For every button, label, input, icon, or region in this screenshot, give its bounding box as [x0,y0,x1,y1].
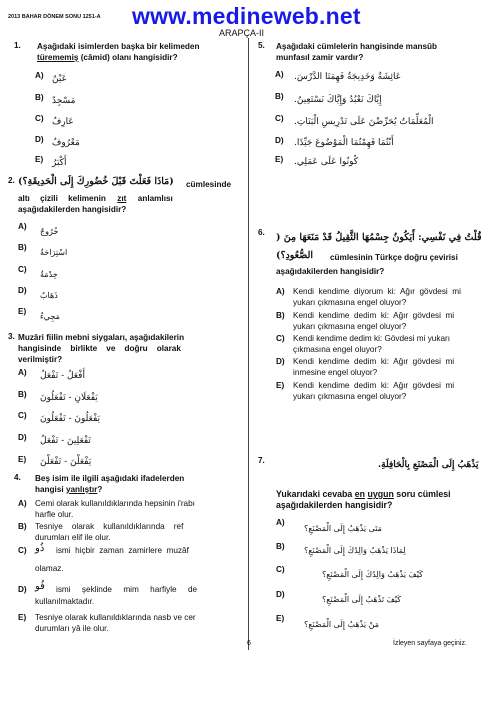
q3-number: 3. [8,332,15,341]
q2-option-c[interactable] [18,265,27,276]
q7-option-b[interactable] [276,542,285,553]
q1-option-b-text: مَسْجِدٌ [52,96,76,106]
site-watermark[interactable]: www.medineweb.net [132,3,361,29]
q6-option-a-line2: yukarı çıkmasına engel oluyor? [293,297,407,307]
q2-option-d[interactable] [18,286,27,297]
q6-option-e-line1: Kendi kendime dedim ki: Ağır gövdesi mi [293,381,455,390]
option-letter: E) [18,613,27,622]
q6-option-d[interactable] [276,357,491,377]
q5-option-c-text: الْمُعَلِّمَاتُ يُحَرِّضْنَ عَلَى تَدْرِيسِ الْبَنَاتِ. [294,117,434,127]
q5-option-e[interactable] [275,155,283,166]
option-letter: E) [276,614,285,623]
q4-number: 4. [14,473,21,482]
option-letter: A) [35,71,44,80]
q3-option-c-text: يَفْعَلُونَ - تَفْعَلُونَ [40,414,101,424]
q7-stem-underline-en: en [354,489,366,499]
q1-option-a-text: عَيْنٌ [52,74,67,84]
q6-number: 6. [258,228,265,237]
q4-stem [35,473,245,495]
q6-option-c-line1: Kendi kendime dedim ki: Gövdesi mi yukarı [293,334,450,343]
q5-option-c[interactable] [275,114,284,125]
option-letter: D) [35,135,44,144]
exam-label: 2013 BAHAR DÖNEM SONU 1251-A [8,14,101,20]
q6-option-c[interactable] [276,334,491,354]
q2-stem-c: aşağıdakilerden hangisidir? [18,205,127,214]
q7-stem-a1: Yukarıdaki cevaba [276,489,355,499]
q7-option-a-text: مَتَى يَذْهَبُ إِلَى الْمَصْنَعِ؟ [304,524,382,533]
option-letter: C) [275,114,284,123]
q4-option-d-arabic: فُو [35,581,45,592]
option-letter: C) [35,114,44,123]
q1-option-a[interactable] [35,71,44,82]
option-letter: C) [18,546,27,555]
option-letter: A) [276,287,285,296]
q6-option-e-line2: yukarı çıkmasına engel oluyor? [293,391,407,401]
q1-option-d-text: مَعْرُوفٌ [52,138,80,148]
option-letter: A) [18,368,27,377]
q3-option-b[interactable] [18,390,27,401]
q6-option-d-line1: Kendi kendime dedim ki: Ağır gövdesi mi [293,357,455,366]
q4-stem-underline: yanlıştır [65,485,98,494]
q4-option-c-line2: olamaz. [35,564,64,573]
q6-stem-b: aşağıdakilerden hangisidir? [276,267,385,276]
q4-option-c[interactable] [18,543,244,573]
q7-stem-b: aşağıdakilerden hangisidir? [276,500,393,510]
q6-option-b[interactable] [276,311,491,331]
q4-option-b-line1: Tesniye olarak kullanıldıklarında ref [35,522,184,531]
q7-option-e[interactable] [276,614,284,625]
option-letter: B) [275,92,284,101]
q5-option-b-text: إِيَّاكَ نَعْبُدُ وَإِيَّاكَ نَسْتَعِينُ. [294,95,382,105]
page-number: 6 [247,640,251,647]
q5-option-a[interactable] [275,70,284,81]
q3-option-e[interactable] [18,455,26,466]
q3-stem-c: verilmiştir? [18,355,63,364]
q1-stem-b: (câmid) olanı hangisidir? [78,53,178,62]
q7-option-c[interactable] [276,565,285,576]
q7-option-d[interactable] [276,590,285,601]
q7-number: 7. [258,456,265,465]
q2-stem-b2: anlamlısı [137,194,173,203]
q1-option-d[interactable] [35,135,44,146]
q5-stem [276,41,491,63]
q5-stem-a: Aşağıdaki cümlelerin hangisinde mansûb [276,42,438,51]
q6-stem-a: cümlesinin Türkçe doğru çevirisi [330,253,458,262]
option-letter: A) [275,70,284,79]
option-letter: B) [18,243,27,252]
option-letter: C) [18,411,27,420]
q3-option-a-text: أَفْعَلُ - تَفْعَلُ [40,371,85,381]
q5-option-e-text: كُونُوا عَلَى عَمَلِي. [294,157,359,167]
q4-option-c-arabic: ذُو [35,543,45,554]
option-letter: E) [18,307,27,316]
q3-option-e-text: يَفْعَلْنَ - تَفْعَلْنَ [40,457,92,467]
option-letter: B) [18,390,27,399]
q3-option-d-text: تَفْعَلِينَ - تَفْعَلُ [40,436,91,446]
q1-option-e-text: أَكْبَرُ [52,158,67,168]
q7-stem-underline-uygun: uygun [367,489,394,499]
q2-number: 2. [8,176,15,185]
option-letter: D) [18,433,27,442]
q6-option-c-line2: çıkmasına engel oluyor? [293,344,382,354]
option-letter: C) [18,265,27,274]
q1-number: 1. [14,41,21,50]
q4-option-e[interactable] [18,613,244,633]
q4-option-a-line2: harfle olur. [35,509,74,519]
q2-option-a[interactable] [18,222,27,233]
q4-option-a-line1: Cemi olarak kullanıldıklarında hepsinin i'rabı [35,499,195,508]
q1-stem-underline: türememiş [37,53,79,62]
q1-option-b[interactable] [35,93,44,104]
q7-arabic: يَذْهَبُ إِلَى الْمَصْنَعِ بِالْحَافِلَةِ. [378,460,479,470]
option-letter: E) [35,155,44,164]
q7-option-c-text: كَيْفَ يَذْهَبُ وَالِدُكَ إِلَى الْمَصْنَعِ؟ [322,570,423,579]
q4-stem-b: hangisi [35,485,66,494]
q2-option-a-text: خُرُوجٌ [40,227,59,236]
q2-option-c-text: خِدْمَةٌ [40,270,58,279]
option-letter: E) [275,155,284,164]
option-letter: D) [18,585,27,594]
q7-option-d-text: كَيْفَ تَذْهَبُ إِلَى الْمَصْنَعِ؟ [322,595,402,604]
option-letter: D) [276,357,285,366]
q6-option-a-line1: Kendi kendime diyorum ki: Ağır gövdesi mi [293,287,461,296]
q3-stem-b: hangisinde birlikte ve doğru olarak [18,344,181,353]
option-letter: C) [276,565,285,574]
q4-option-d-line2: kullanılmaktadır. [35,597,95,606]
option-letter: A) [18,499,27,508]
q5-number: 5. [258,41,265,50]
option-letter: B) [18,522,27,531]
option-letter: E) [18,455,27,464]
q4-option-e-line2: durumları yâ ile olur. [35,623,109,633]
q4-option-d-line1: ismi şeklinde mim harfiyle de [56,585,198,594]
option-letter: D) [18,286,27,295]
q2-option-d-text: ذَهَابٌ [40,291,58,300]
q1-stem-a: Aşağıdaki isimlerden başka bir kelimeden [37,42,200,51]
q4-option-c-line1: ismi hiçbir zaman zamirlere muzâf [56,546,189,555]
option-letter: D) [275,136,284,145]
q6-option-e[interactable] [276,381,491,401]
q2-option-b-text: اسْتِرَاحَةٌ [40,248,68,257]
q7-stem [276,489,496,511]
q5-option-a-text: عَائِشَةُ وَخَدِيجَةُ فَهِمَتَا الدَّرْسَ. [294,72,402,82]
q3-option-a[interactable] [18,368,27,379]
option-letter: B) [35,93,44,102]
option-letter: A) [18,222,27,231]
q6-option-b-line1: Kendi kendime dedim ki: Ağır gövdesi mi [293,311,455,320]
q2-stem-underline: zıt [117,194,127,203]
q6-option-a[interactable] [276,287,491,307]
q4-option-a[interactable] [18,499,244,519]
q2-option-b[interactable] [18,243,27,254]
q2-arabic: (مَاذَا فَعَلْتَ قَبْلَ خُضُورِكَ إِلَى الْحَدِيقَةِ؟) [18,176,174,187]
q2-stem-a: cümlesinde [186,180,232,189]
q1-option-e[interactable] [35,155,43,166]
q3-stem [18,332,244,365]
q6-option-d-line2: inmesine engel oluyor? [293,367,378,377]
q6-option-b-line2: yukarı çıkmasına engel oluyor? [293,321,407,331]
q7-option-b-text: لِمَاذَا يَذْهَبُ وَالِدُكَ إِلَى الْمَصْنَعِ؟ [304,546,406,555]
subject-title: ARAPÇA-II [219,28,265,38]
q4-option-e-line1: Tesniye olarak kullanıldıklarında nasb ve cer [35,613,196,622]
q5-option-d-text: أَنْتُمَا فَهِمْتُمَا الْمَوْضُوعَ جَيِّدًا. [294,138,394,148]
option-letter: B) [276,311,285,320]
q7-stem-a2: soru cümlesi [393,489,451,499]
q5-stem-b: munfasıl zamir vardır? [276,53,364,62]
option-letter: E) [276,381,285,390]
q3-option-c[interactable] [18,411,27,422]
q4-option-b-line2: durumları elif ile olur. [35,532,111,542]
q4-stem-a: Beş isim ile ilgili aşağıdaki ifadelerden [35,474,185,483]
q1-option-c[interactable] [35,114,44,125]
column-divider [248,38,249,650]
next-page-note: İzleyen sayfaya geçiniz. [393,640,467,647]
option-letter: C) [276,334,285,343]
option-letter: D) [276,590,285,599]
q2-stem-b: altı çizili kelimenin [18,194,106,203]
q6-arabic-line2: الصُّعُودِ؟) [276,250,314,261]
option-letter: A) [276,518,285,527]
q3-option-b-text: يَفْعَلَانِ - تَفْعَلُونَ [40,393,98,403]
q2-option-e-text: مَجِيءٌ [40,312,60,321]
q6-arabic-line1: قُلْتُ فِي نَفْسِي: أَيَكُونُ جِسْمُهَا الثَّقِيلُ قَدْ مَنَعَهَا مِنَ ( [276,232,482,243]
q7-option-e-text: مَنْ يَذْهَبُ إِلَى الْمَصْنَعِ؟ [304,620,379,629]
q3-option-d[interactable] [18,433,27,444]
q5-option-d[interactable] [275,136,284,147]
q1-option-c-text: عَارِفٌ [52,117,74,127]
q4-stem-b2: ? [97,485,103,494]
q7-option-a[interactable] [276,518,285,529]
q3-stem-a: Muzâri fiilin mebni siygaları, aşağıdakilerin [18,333,185,342]
q1-stem [37,41,242,63]
option-letter: B) [276,542,285,551]
q4-option-b[interactable] [18,522,244,542]
q2-stem [18,193,244,215]
q5-option-b[interactable] [275,92,284,103]
q4-option-d[interactable] [18,581,244,606]
q2-option-e[interactable] [18,307,26,318]
